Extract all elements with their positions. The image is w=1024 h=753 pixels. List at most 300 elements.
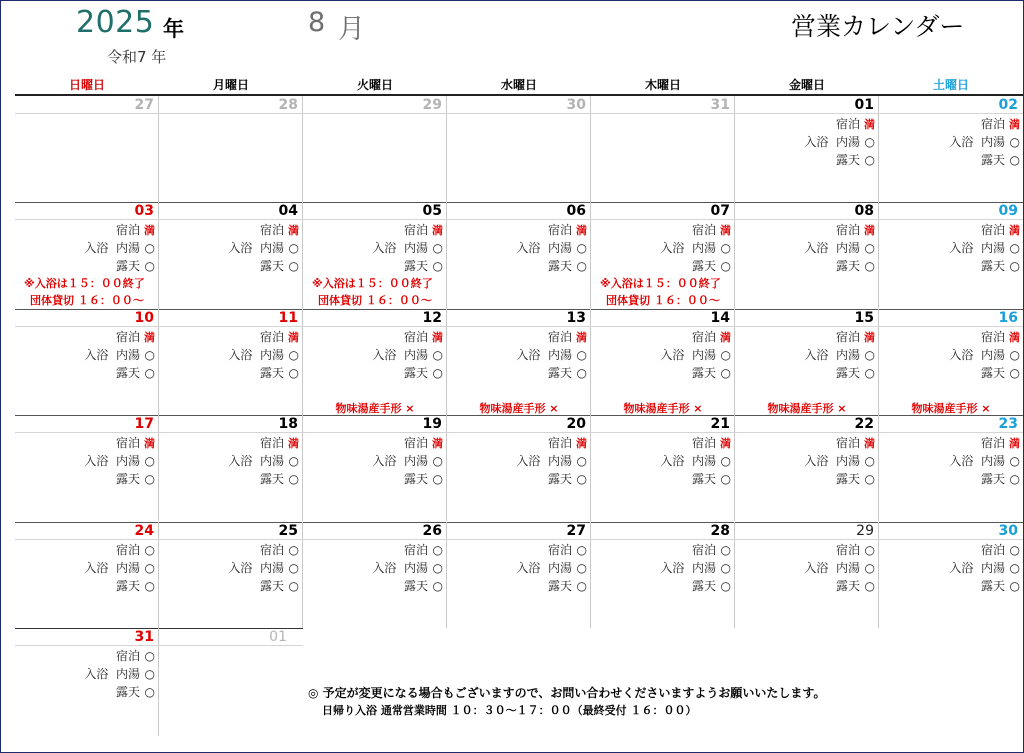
indoor-bath-status bbox=[804, 133, 875, 150]
indoor-mark: ○ bbox=[864, 241, 875, 255]
indoor-bath-status bbox=[660, 346, 731, 363]
indoor-bath-status bbox=[84, 665, 155, 682]
day-number: 06 bbox=[566, 203, 586, 219]
outdoor-mark: ○ bbox=[144, 579, 155, 593]
outdoor-mark: ○ bbox=[1009, 366, 1020, 380]
indoor-bath-status bbox=[84, 452, 155, 469]
outdoor-mark: ○ bbox=[144, 685, 155, 699]
stay-mark: 満 bbox=[864, 437, 875, 450]
stay-status bbox=[692, 328, 731, 345]
stay-status bbox=[404, 328, 443, 345]
indoor-bath-status bbox=[949, 346, 1020, 363]
indoor-label: 内湯 bbox=[980, 454, 1005, 468]
weekday-0: 日曜日 bbox=[68, 78, 105, 92]
indoor-bath-status bbox=[84, 559, 155, 576]
bath-label: 入浴 bbox=[228, 454, 253, 468]
stay-status bbox=[692, 541, 731, 558]
stay-status bbox=[116, 541, 155, 558]
stay-label: 宿泊 bbox=[691, 543, 716, 557]
property-note: 物味湯産手形 × bbox=[623, 402, 703, 415]
outdoor-mark: ○ bbox=[576, 366, 587, 380]
stay-mark: 満 bbox=[432, 331, 443, 344]
bath-label: 入浴 bbox=[804, 241, 829, 255]
day-number: 16 bbox=[998, 310, 1018, 326]
indoor-label: 内湯 bbox=[403, 561, 428, 575]
outdoor-bath-status bbox=[116, 683, 155, 700]
stay-label: 宿泊 bbox=[980, 436, 1005, 450]
stay-status bbox=[548, 221, 587, 238]
day-cell bbox=[15, 96, 159, 202]
bath-label: 入浴 bbox=[516, 561, 541, 575]
outdoor-mark: ○ bbox=[288, 579, 299, 593]
day-cell bbox=[879, 309, 1023, 415]
day-number: 27 bbox=[566, 523, 586, 539]
stay-label: 宿泊 bbox=[691, 223, 716, 237]
day-number: 01 bbox=[854, 97, 874, 113]
stay-status bbox=[116, 647, 155, 664]
bath-label: 入浴 bbox=[372, 348, 397, 362]
outdoor-bath-status bbox=[404, 257, 443, 274]
stay-status bbox=[116, 434, 155, 451]
bath-label: 入浴 bbox=[84, 454, 109, 468]
bath-label: 入浴 bbox=[228, 561, 253, 575]
stay-label: 宿泊 bbox=[115, 223, 140, 237]
indoor-bath-status bbox=[228, 346, 299, 363]
stay-status bbox=[981, 541, 1020, 558]
indoor-label: 内湯 bbox=[835, 241, 860, 255]
bath-label: 入浴 bbox=[516, 348, 541, 362]
bath-label: 入浴 bbox=[949, 561, 974, 575]
bath-label: 入浴 bbox=[372, 454, 397, 468]
outdoor-mark: ○ bbox=[288, 472, 299, 486]
stay-mark: 満 bbox=[720, 437, 731, 450]
indoor-bath-status bbox=[372, 239, 443, 256]
day-number: 30 bbox=[566, 97, 586, 113]
day-header bbox=[303, 416, 447, 433]
day-header bbox=[15, 416, 159, 433]
day-cell bbox=[159, 628, 303, 736]
outdoor-bath-status bbox=[836, 257, 875, 274]
outdoor-bath-status bbox=[981, 470, 1020, 487]
outdoor-label: 露天 bbox=[115, 579, 140, 593]
indoor-label: 内湯 bbox=[547, 454, 572, 468]
bath-label: 入浴 bbox=[660, 348, 685, 362]
day-cell bbox=[15, 309, 159, 415]
indoor-label: 内湯 bbox=[980, 348, 1005, 362]
day-cell bbox=[879, 202, 1023, 308]
day-header bbox=[591, 97, 735, 114]
day-header bbox=[303, 203, 447, 220]
outdoor-label: 露天 bbox=[835, 259, 860, 273]
stay-label: 宿泊 bbox=[115, 543, 140, 557]
weekday-1: 月曜日 bbox=[212, 78, 249, 92]
stay-mark: 満 bbox=[288, 437, 299, 450]
bath-label: 入浴 bbox=[949, 135, 974, 149]
business-hours-text: 日帰り入浴 通常営業時間 １０：３０～１７：００（最終受付 １６：００） bbox=[322, 704, 697, 717]
outdoor-bath-status bbox=[260, 257, 299, 274]
weekday-5: 金曜日 bbox=[788, 78, 825, 92]
indoor-mark: ○ bbox=[720, 348, 731, 362]
indoor-mark: ○ bbox=[576, 454, 587, 468]
bath-label: 入浴 bbox=[372, 241, 397, 255]
day-cell bbox=[735, 309, 879, 415]
day-cell bbox=[15, 522, 159, 628]
indoor-bath-status bbox=[804, 559, 875, 576]
stay-label: 宿泊 bbox=[547, 330, 572, 344]
stay-status bbox=[981, 221, 1020, 238]
outdoor-bath-status bbox=[836, 470, 875, 487]
outdoor-mark: ○ bbox=[288, 259, 299, 273]
day-number: 05 bbox=[422, 203, 442, 219]
outdoor-mark: ○ bbox=[864, 259, 875, 273]
indoor-mark: ○ bbox=[720, 454, 731, 468]
stay-mark: ○ bbox=[1009, 543, 1020, 557]
outdoor-mark: ○ bbox=[720, 366, 731, 380]
outdoor-mark: ○ bbox=[576, 259, 587, 273]
indoor-mark: ○ bbox=[288, 241, 299, 255]
day-number: 29 bbox=[422, 97, 442, 113]
stay-label: 宿泊 bbox=[403, 436, 428, 450]
group-rental-note: 団体貸切 １６：００～ bbox=[606, 294, 720, 307]
stay-label: 宿泊 bbox=[835, 436, 860, 450]
indoor-bath-status bbox=[228, 559, 299, 576]
outdoor-label: 露天 bbox=[259, 259, 284, 273]
day-number: 15 bbox=[854, 310, 874, 326]
day-number: 09 bbox=[998, 203, 1018, 219]
property-note: 物味湯産手形 × bbox=[335, 402, 415, 415]
stay-label: 宿泊 bbox=[259, 543, 284, 557]
outdoor-mark: ○ bbox=[864, 366, 875, 380]
day-cell bbox=[303, 415, 447, 521]
indoor-mark: ○ bbox=[1009, 348, 1020, 362]
stay-label: 宿泊 bbox=[259, 223, 284, 237]
day-header bbox=[591, 310, 735, 327]
stay-label: 宿泊 bbox=[403, 330, 428, 344]
outdoor-label: 露天 bbox=[691, 579, 716, 593]
indoor-label: 内湯 bbox=[259, 348, 284, 362]
indoor-label: 内湯 bbox=[691, 561, 716, 575]
outdoor-mark: ○ bbox=[576, 472, 587, 486]
indoor-bath-status bbox=[516, 239, 587, 256]
stay-label: 宿泊 bbox=[980, 543, 1005, 557]
indoor-label: 内湯 bbox=[115, 241, 140, 255]
day-header bbox=[159, 523, 303, 540]
indoor-mark: ○ bbox=[144, 561, 155, 575]
day-cell bbox=[447, 415, 591, 521]
outdoor-bath-status bbox=[981, 151, 1020, 168]
indoor-label: 内湯 bbox=[403, 454, 428, 468]
day-number: 10 bbox=[134, 310, 154, 326]
day-header bbox=[15, 629, 159, 646]
outdoor-mark: ○ bbox=[432, 579, 443, 593]
year-number: 2025 bbox=[76, 5, 155, 40]
stay-status bbox=[260, 328, 299, 345]
outdoor-bath-status bbox=[836, 364, 875, 381]
outdoor-mark: ○ bbox=[432, 259, 443, 273]
stay-mark: 満 bbox=[144, 437, 155, 450]
bath-label: 入浴 bbox=[516, 454, 541, 468]
day-cell bbox=[447, 96, 591, 202]
day-cell bbox=[159, 96, 303, 202]
outdoor-mark: ○ bbox=[720, 472, 731, 486]
stay-label: 宿泊 bbox=[115, 330, 140, 344]
day-header bbox=[879, 203, 1023, 220]
day-cell bbox=[591, 415, 735, 521]
stay-mark: ○ bbox=[864, 543, 875, 557]
day-header bbox=[447, 523, 591, 540]
day-header bbox=[159, 310, 303, 327]
indoor-label: 内湯 bbox=[259, 561, 284, 575]
outdoor-label: 露天 bbox=[835, 366, 860, 380]
day-header bbox=[15, 203, 159, 220]
day-cell bbox=[591, 202, 735, 308]
outdoor-mark: ○ bbox=[864, 153, 875, 167]
weekday-3: 水曜日 bbox=[500, 78, 537, 92]
outdoor-bath-status bbox=[116, 577, 155, 594]
indoor-mark: ○ bbox=[864, 135, 875, 149]
day-header bbox=[879, 416, 1023, 433]
outdoor-label: 露天 bbox=[115, 259, 140, 273]
day-header bbox=[447, 203, 591, 220]
bath-label: 入浴 bbox=[660, 454, 685, 468]
stay-label: 宿泊 bbox=[547, 436, 572, 450]
indoor-label: 内湯 bbox=[835, 135, 860, 149]
stay-status bbox=[548, 541, 587, 558]
outdoor-label: 露天 bbox=[980, 472, 1005, 486]
day-number: 22 bbox=[854, 416, 874, 432]
outdoor-label: 露天 bbox=[259, 579, 284, 593]
stay-status bbox=[260, 541, 299, 558]
day-number: 14 bbox=[710, 310, 730, 326]
stay-status bbox=[836, 115, 875, 132]
indoor-label: 内湯 bbox=[115, 454, 140, 468]
indoor-label: 内湯 bbox=[547, 348, 572, 362]
day-cell bbox=[591, 96, 735, 202]
indoor-bath-status bbox=[84, 346, 155, 363]
stay-mark: 満 bbox=[576, 331, 587, 344]
stay-mark: 満 bbox=[288, 331, 299, 344]
stay-label: 宿泊 bbox=[980, 223, 1005, 237]
stay-status bbox=[981, 434, 1020, 451]
outdoor-mark: ○ bbox=[144, 259, 155, 273]
outdoor-mark: ○ bbox=[576, 579, 587, 593]
outdoor-bath-status bbox=[260, 577, 299, 594]
outdoor-mark: ○ bbox=[720, 579, 731, 593]
day-cell bbox=[735, 202, 879, 308]
outdoor-bath-status bbox=[404, 364, 443, 381]
day-header bbox=[303, 310, 447, 327]
stay-mark: ○ bbox=[288, 543, 299, 557]
day-cell bbox=[15, 628, 159, 736]
stay-mark: 満 bbox=[432, 437, 443, 450]
outdoor-label: 露天 bbox=[403, 579, 428, 593]
outdoor-mark: ○ bbox=[1009, 472, 1020, 486]
stay-label: 宿泊 bbox=[691, 330, 716, 344]
stay-status bbox=[692, 434, 731, 451]
outdoor-bath-status bbox=[981, 577, 1020, 594]
stay-mark: 満 bbox=[1009, 437, 1020, 450]
day-number: 01 bbox=[269, 629, 287, 645]
day-header bbox=[447, 416, 591, 433]
day-header bbox=[15, 523, 159, 540]
stay-mark: 満 bbox=[432, 224, 443, 237]
stay-label: 宿泊 bbox=[835, 543, 860, 557]
stay-mark: 満 bbox=[144, 331, 155, 344]
stay-mark: 満 bbox=[864, 118, 875, 131]
indoor-mark: ○ bbox=[144, 667, 155, 681]
day-cell bbox=[447, 309, 591, 415]
indoor-mark: ○ bbox=[144, 241, 155, 255]
day-cell bbox=[303, 309, 447, 415]
outdoor-label: 露天 bbox=[115, 472, 140, 486]
indoor-mark: ○ bbox=[576, 241, 587, 255]
indoor-mark: ○ bbox=[864, 454, 875, 468]
bath-label: 入浴 bbox=[516, 241, 541, 255]
day-number: 28 bbox=[278, 97, 298, 113]
indoor-bath-status bbox=[660, 452, 731, 469]
day-header bbox=[159, 97, 303, 114]
day-number: 27 bbox=[134, 97, 154, 113]
stay-mark: 満 bbox=[576, 437, 587, 450]
day-cell bbox=[159, 415, 303, 521]
indoor-label: 内湯 bbox=[259, 454, 284, 468]
day-cell bbox=[159, 202, 303, 308]
outdoor-bath-status bbox=[404, 577, 443, 594]
day-number: 04 bbox=[278, 203, 298, 219]
outdoor-bath-status bbox=[836, 151, 875, 168]
indoor-mark: ○ bbox=[432, 348, 443, 362]
era-label: 令和7 年 bbox=[107, 48, 167, 66]
day-header bbox=[159, 629, 303, 646]
day-header bbox=[303, 97, 447, 114]
stay-label: 宿泊 bbox=[547, 543, 572, 557]
bath-label: 入浴 bbox=[228, 348, 253, 362]
day-cell bbox=[591, 309, 735, 415]
outdoor-label: 露天 bbox=[403, 472, 428, 486]
group-rental-note: 団体貸切 １６：００～ bbox=[318, 294, 432, 307]
outdoor-mark: ○ bbox=[1009, 153, 1020, 167]
stay-label: 宿泊 bbox=[115, 649, 140, 663]
indoor-mark: ○ bbox=[288, 561, 299, 575]
day-header bbox=[591, 523, 735, 540]
indoor-mark: ○ bbox=[720, 561, 731, 575]
indoor-bath-status bbox=[516, 559, 587, 576]
outdoor-label: 露天 bbox=[115, 366, 140, 380]
stay-mark: ○ bbox=[144, 649, 155, 663]
outdoor-label: 露天 bbox=[691, 366, 716, 380]
indoor-bath-status bbox=[516, 452, 587, 469]
day-header bbox=[735, 416, 879, 433]
stay-status bbox=[116, 328, 155, 345]
outdoor-bath-status bbox=[836, 577, 875, 594]
stay-status bbox=[260, 221, 299, 238]
outdoor-bath-status bbox=[981, 257, 1020, 274]
outdoor-bath-status bbox=[692, 364, 731, 381]
outdoor-label: 露天 bbox=[835, 153, 860, 167]
indoor-mark: ○ bbox=[432, 454, 443, 468]
outdoor-label: 露天 bbox=[547, 366, 572, 380]
indoor-mark: ○ bbox=[576, 561, 587, 575]
outdoor-bath-status bbox=[981, 364, 1020, 381]
day-number: 29 bbox=[856, 523, 874, 539]
bath-label: 入浴 bbox=[660, 561, 685, 575]
outdoor-mark: ○ bbox=[288, 366, 299, 380]
bath-label: 入浴 bbox=[84, 241, 109, 255]
day-number: 19 bbox=[422, 416, 442, 432]
stay-label: 宿泊 bbox=[691, 436, 716, 450]
group-rental-note: 団体貸切 １６：００～ bbox=[30, 294, 144, 307]
stay-mark: 満 bbox=[1009, 224, 1020, 237]
indoor-bath-status bbox=[660, 239, 731, 256]
bath-label: 入浴 bbox=[228, 241, 253, 255]
stay-mark: ○ bbox=[432, 543, 443, 557]
indoor-bath-status bbox=[949, 559, 1020, 576]
stay-mark: 満 bbox=[720, 331, 731, 344]
day-number: 26 bbox=[422, 523, 442, 539]
stay-status bbox=[836, 221, 875, 238]
outdoor-bath-status bbox=[116, 470, 155, 487]
month-label: 月 bbox=[338, 14, 365, 45]
bath-label: 入浴 bbox=[804, 348, 829, 362]
day-number: 20 bbox=[566, 416, 586, 432]
indoor-mark: ○ bbox=[864, 561, 875, 575]
outdoor-label: 露天 bbox=[259, 472, 284, 486]
outdoor-label: 露天 bbox=[835, 472, 860, 486]
indoor-label: 内湯 bbox=[403, 348, 428, 362]
outdoor-label: 露天 bbox=[547, 472, 572, 486]
outdoor-label: 露天 bbox=[259, 366, 284, 380]
indoor-bath-status bbox=[949, 239, 1020, 256]
bath-label: 入浴 bbox=[84, 667, 109, 681]
day-header bbox=[159, 203, 303, 220]
bath-label: 入浴 bbox=[949, 348, 974, 362]
indoor-label: 内湯 bbox=[259, 241, 284, 255]
stay-status bbox=[981, 115, 1020, 132]
outdoor-label: 露天 bbox=[980, 366, 1005, 380]
day-number: 03 bbox=[134, 203, 154, 219]
indoor-mark: ○ bbox=[1009, 241, 1020, 255]
stay-label: 宿泊 bbox=[980, 330, 1005, 344]
day-number: 13 bbox=[566, 310, 586, 326]
stay-mark: 満 bbox=[1009, 331, 1020, 344]
indoor-mark: ○ bbox=[144, 454, 155, 468]
day-number: 30 bbox=[998, 523, 1018, 539]
outdoor-mark: ○ bbox=[144, 366, 155, 380]
outdoor-label: 露天 bbox=[691, 259, 716, 273]
bath-label: 入浴 bbox=[84, 348, 109, 362]
stay-status bbox=[404, 221, 443, 238]
bath-close-note: ※入浴は１５：００終了 bbox=[312, 277, 433, 290]
stay-status bbox=[116, 221, 155, 238]
stay-status bbox=[692, 221, 731, 238]
indoor-mark: ○ bbox=[1009, 135, 1020, 149]
day-number: 28 bbox=[710, 523, 730, 539]
day-number: 02 bbox=[998, 97, 1018, 113]
day-cell bbox=[15, 202, 159, 308]
property-note: 物味湯産手形 × bbox=[479, 402, 559, 415]
day-cell bbox=[303, 96, 447, 202]
indoor-bath-status bbox=[516, 346, 587, 363]
day-number: 21 bbox=[710, 416, 730, 432]
stay-status bbox=[404, 541, 443, 558]
outdoor-bath-status bbox=[116, 257, 155, 274]
stay-mark: 満 bbox=[864, 331, 875, 344]
indoor-label: 内湯 bbox=[691, 454, 716, 468]
indoor-mark: ○ bbox=[432, 561, 443, 575]
day-header bbox=[15, 97, 159, 114]
outdoor-bath-status bbox=[692, 577, 731, 594]
indoor-label: 内湯 bbox=[835, 561, 860, 575]
